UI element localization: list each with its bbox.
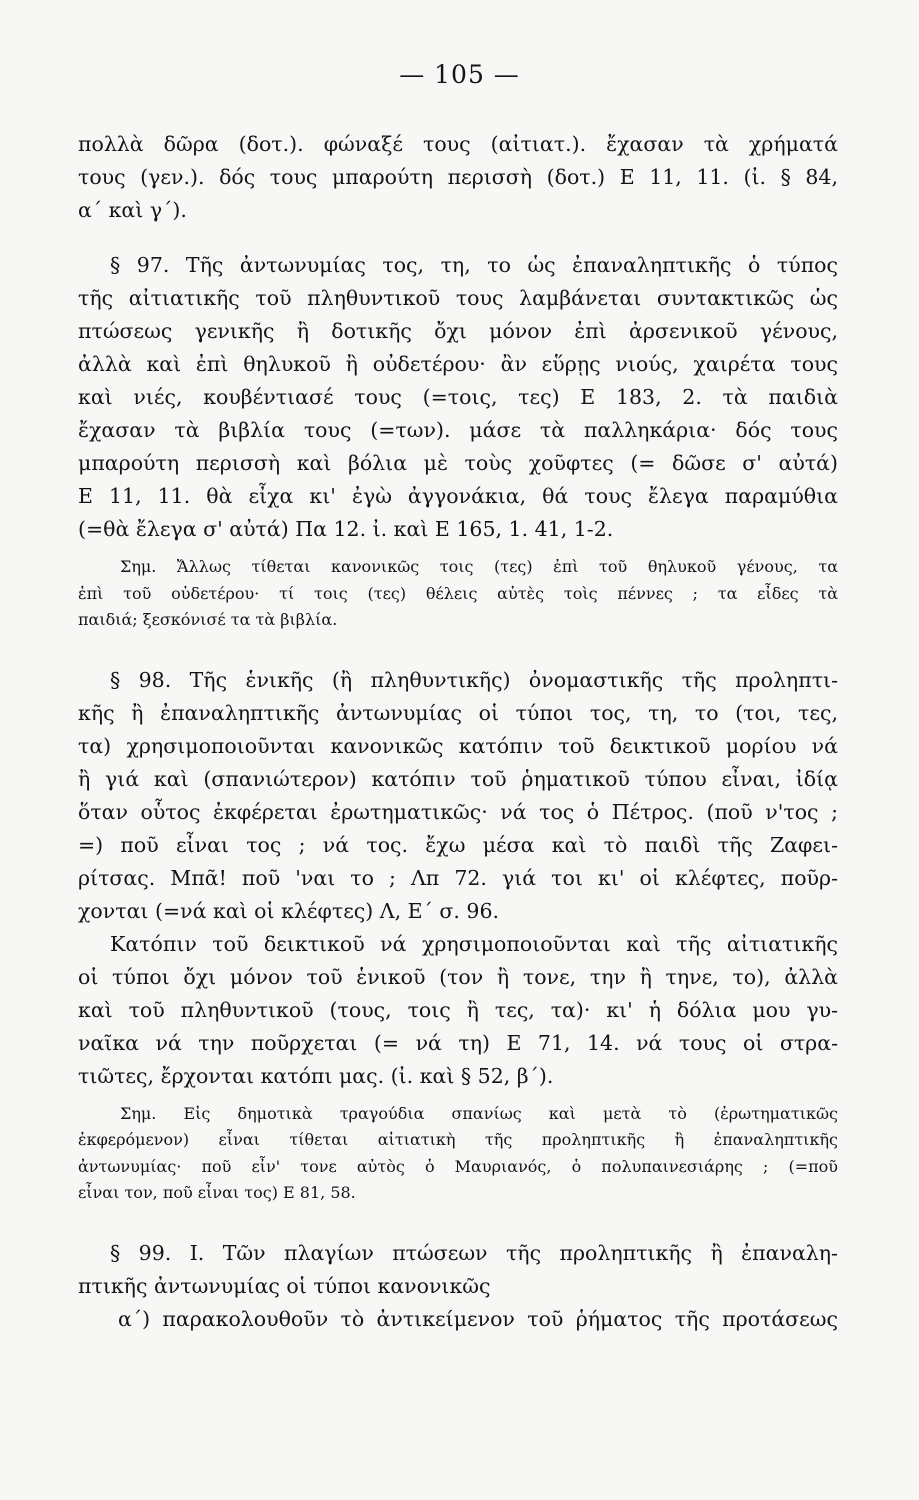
text-line: ἔχασαν τὰ βιβλία τους (=των). μάσε τὰ παλληκάρια· δός τους xyxy=(78,418,838,442)
text-line: (=θὰ ἔλεγα σ' αὐτά) Πα 12. ἰ. καὶ Ε 165, 1. 41, 1-2. xyxy=(78,517,614,541)
text-line: Ε 11, 11. θὰ εἶχα κι' ἐγὼ ἀγγονάκια, θά τους ἔλεγα παραμύθια xyxy=(78,484,838,508)
text-line: ἢ γιά καὶ (σπανιώτερον) κατόπιν τοῦ ῥηματικοῦ τύπου εἶναι, ἰδίᾳ xyxy=(78,766,838,791)
spacer xyxy=(78,1093,838,1101)
text-line: Κατόπιν τοῦ δεικτικοῦ νά χρησιμοποιοῦνται καὶ τῆς αἰτιατικῆς xyxy=(110,931,838,956)
page-text xyxy=(78,128,838,1336)
text-line: ὅταν οὗτος ἐκφέρεται ἐρωτηματικῶς· νά τος ὁ Πέτρος. (ποῦ ν'τος ; xyxy=(78,799,838,824)
note-line: Σημ. Ἄλλως τίθεται κανονικῶς τοις (τες) ἐπὶ τοῦ θηλυκοῦ γένους, τα xyxy=(120,557,838,576)
spacer xyxy=(78,634,838,664)
note-block-2 xyxy=(78,1101,838,1237)
note-line: ἀντωνυμίας· ποῦ εἶν' τονε αὐτὸς ὁ Μαυριανός, ὁ πολυπαινεσιάρης ; (=ποῦ xyxy=(78,1156,838,1176)
text-line: § 97. Τῆς ἀντωνυμίας τος, τη, το ὡς ἐπαναληπτικῆς ὁ τύπος xyxy=(110,253,838,277)
paragraph-block-98 xyxy=(78,664,838,1101)
note-line: εἶναι τον, ποῦ εἶναι τος) Ε 81, 58. xyxy=(78,1183,356,1202)
page-number: — 105 — xyxy=(399,60,520,89)
text-line: τῆς αἰτιατικῆς τοῦ πληθυντικοῦ τους λαμβάνεται συντακτικῶς ὡς xyxy=(78,286,838,310)
text-line: μπαρούτη περισσὴ καὶ βόλια μὲ τοὺς χοῦφτες (= δῶσε σ' αὐτά) xyxy=(78,451,838,475)
note-block-1 xyxy=(78,554,838,664)
text-line: πτώσεως γενικῆς ἢ δοτικῆς ὄχι μόνον ἐπὶ ἀρσενικοῦ γένους, xyxy=(78,319,838,343)
text-line: τα) χρησιμοποιοῦνται κανονικῶς κατόπιν τοῦ δεικτικοῦ μορίου νά xyxy=(78,733,838,758)
text-line: οἱ τύποι ὄχι μόνον τοῦ ἑνικοῦ (τον ἢ τονε, την ἢ τηνε, το), ἀλλὰ xyxy=(78,964,838,989)
text-line: ρίτσας. Μπᾶ! ποῦ 'ναι το ; Λπ 72. γιά τοι κι' οἱ κλέφτες, ποῦρ- xyxy=(78,865,838,890)
paragraph-block-99 xyxy=(78,1237,838,1336)
text-line: κῆς ἢ ἐπαναληπτικῆς ἀντωνυμίας οἱ τύποι τος, τη, το (τοι, τες, xyxy=(78,700,838,725)
spacer xyxy=(78,227,838,249)
text-line: =) ποῦ εἶναι τος ; νά τος. ἔχω μέσα καὶ τὸ παιδὶ τῆς Ζαφει- xyxy=(78,832,838,857)
note-line: παιδιά; ξεσκόνισέ τα τὰ βιβλία. xyxy=(78,610,338,629)
text-line: α´ καὶ γ´). xyxy=(78,198,187,222)
text-line: χονται (=νά καὶ οἱ κλέφτες) Λ, Ε´ σ. 96. xyxy=(78,898,500,923)
text-line: § 99. Ι. Τῶν πλαγίων πτώσεων τῆς προληπτικῆς ἢ ἐπαναλη- xyxy=(110,1240,838,1265)
spacer xyxy=(78,1207,838,1237)
text-line: § 98. Τῆς ἑνικῆς (ἢ πληθυντικῆς) ὀνομαστικῆς τῆς προληπτι- xyxy=(110,667,838,692)
text-line: πολλὰ δῶρα (δοτ.). φώναξέ τους (αἰτιατ.). ἔχασαν τὰ χρήματά xyxy=(78,132,838,156)
note-line: ἐπὶ τοῦ οὐδετέρου· τί τοις (τες) θέλεις αὐτὲς τοὶς πέννες ; τα εἶδες τὰ xyxy=(78,583,838,603)
note-line: Σημ. Εἰς δημοτικὰ τραγούδια σπανίως καὶ μετὰ τὸ (ἐρωτηματικῶς xyxy=(120,1103,838,1123)
text-line: τους (γεν.). δός τους μπαρούτη περισσὴ (δοτ.) Ε 11, 11. (ἰ. § 84, xyxy=(78,165,838,189)
paragraph-block-main xyxy=(78,128,838,554)
text-line: ἀλλὰ καὶ ἐπὶ θηλυκοῦ ἢ οὐδετέρου· ἂν εὕρῃς νιούς, χαιρέτα τους xyxy=(78,352,838,376)
text-line: τιῶτες, ἔρχονται κατόπι μας. (ἰ. καὶ § 52, β´). xyxy=(78,1063,554,1088)
text-line: ναῖκα νά την ποῦρχεται (= νά τη) Ε 71, 14. νά τους οἱ στρα- xyxy=(78,1030,838,1055)
text-line: καὶ νιές, κουβέντιασέ τους (=τοις, τες) Ε 183, 2. τὰ παιδιὰ xyxy=(78,385,838,409)
text-line: α´) παρακολουθοῦν τὸ ἀντικείμενον τοῦ ῥήματος τῆς προτάσεως xyxy=(118,1306,838,1331)
text-line: καὶ τοῦ πληθυντικοῦ (τους, τοις ἢ τες, τα)· κι' ἡ δόλια μου γυ- xyxy=(78,997,838,1022)
text-line: πτικῆς ἀντωνυμίας οἱ τύποι κανονικῶς xyxy=(78,1273,491,1298)
note-line: ἐκφερόμενον) εἶναι τίθεται αἰτιατικὴ τῆς προληπτικῆς ἢ ἐπαναληπτικῆς xyxy=(78,1130,838,1149)
spacer xyxy=(78,546,838,554)
